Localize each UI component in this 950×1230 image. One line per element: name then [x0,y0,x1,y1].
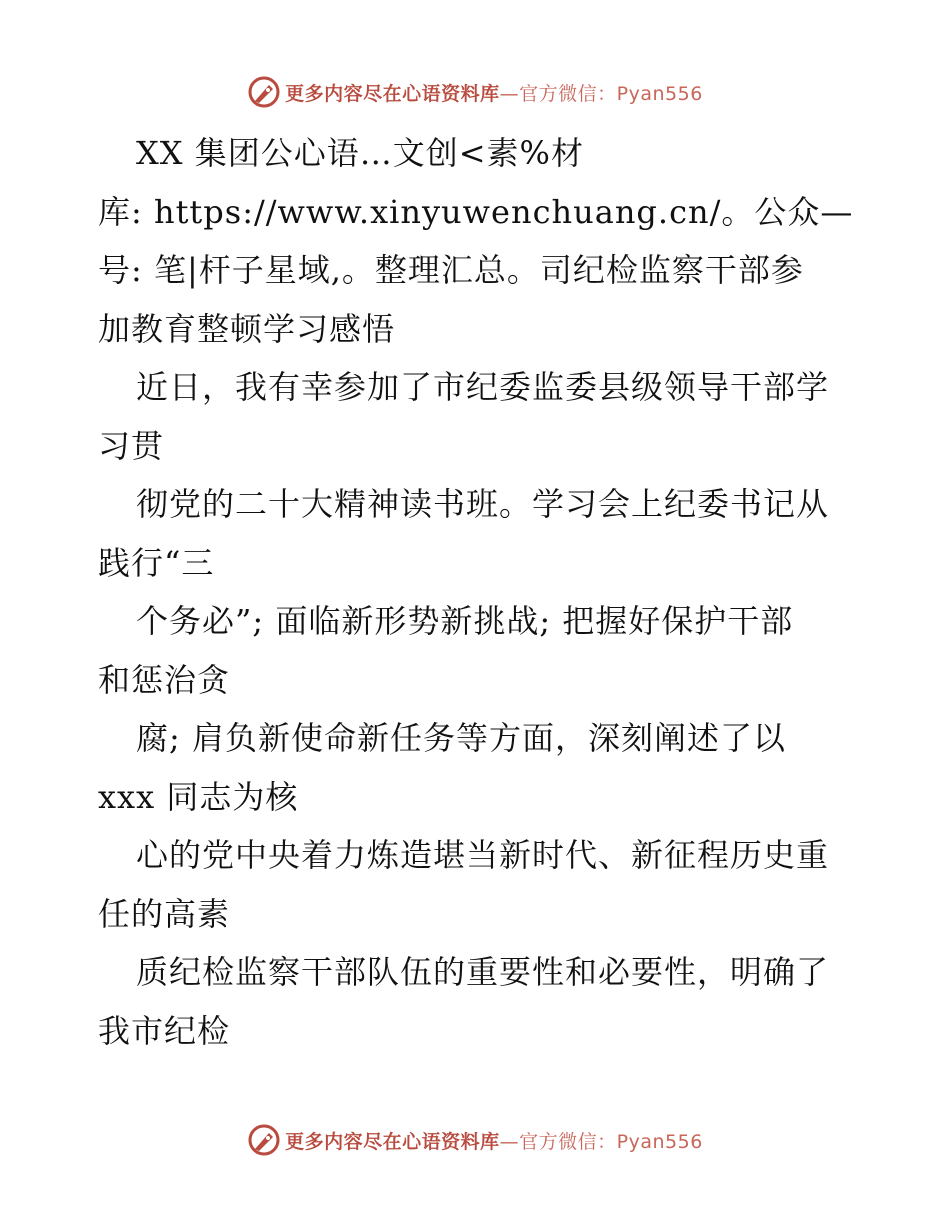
header-banner [0,72,950,112]
text-line: 腐; 肩负新使命新任务等方面，深刻阐述了以 [136,719,786,757]
text-line: 近日，我有幸参加了市纪委监委县级领导干部学 [136,368,830,406]
text-line: 践行“三 [98,543,215,582]
text-line: 库: https://www.xinyuwenchuang.cn/。公众— [98,192,854,231]
footer-banner [0,1120,950,1160]
banner-text: 更多内容尽在心语资料库—官方微信：Pyan556 [285,82,703,105]
text-line: 习贯 [98,426,165,465]
text-line: xxx 同志为核 [98,777,299,816]
text-line: 彻党的二十大精神读书班。学习会上纪委书记从 [136,485,830,523]
text-line: 号: 笔|杆子星域,。整理汇总。司纪检监察干部参 [98,251,804,289]
banner-text: 更多内容尽在心语资料库—官方微信：Pyan556 [285,1130,703,1153]
pen-nib-logo-icon [247,1123,281,1157]
pen-nib-logo-icon [247,75,281,109]
text-line: 任的高素 [98,894,231,933]
text-line: XX 集团公心语…文创<素%材 [136,134,584,172]
text-line: 和惩治贪 [98,660,231,699]
text-line: 个务必”; 面临新形势新挑战; 把握好保护干部 [136,602,794,640]
text-line: 我市纪检 [98,1011,231,1050]
text-line: 心的党中央着力炼造堪当新时代、新征程历史重 [136,836,830,874]
document-body [98,124,858,1060]
text-line: 加教育整顿学习感悟 [98,309,396,348]
text-line: 质纪检监察干部队伍的重要性和必要性，明确了 [136,953,830,991]
